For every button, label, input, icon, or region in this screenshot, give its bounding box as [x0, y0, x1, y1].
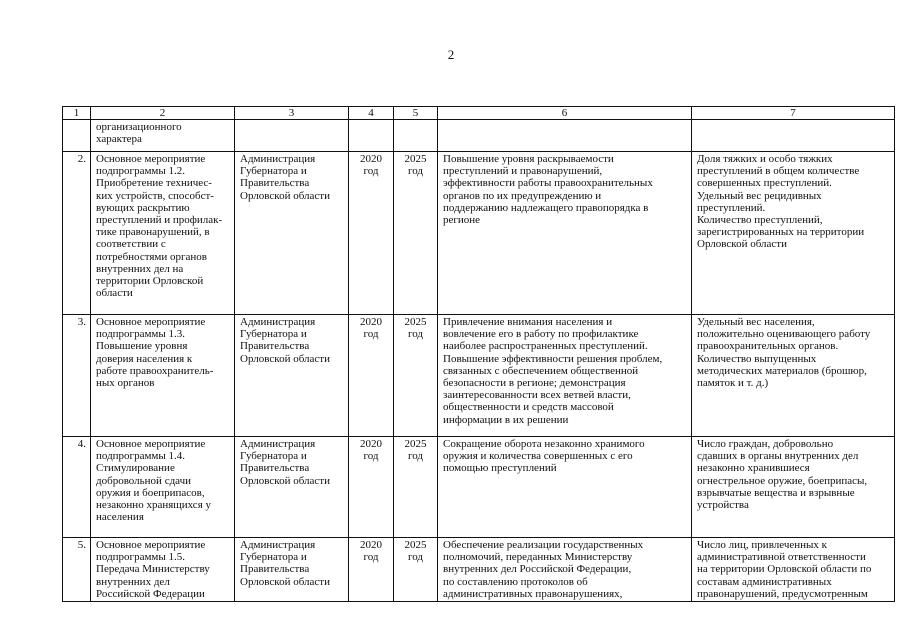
cell-text-line: составам административных [697, 575, 832, 588]
cell-text-line: год [407, 450, 424, 463]
cell-text-line: год [407, 165, 424, 178]
cell-text-line: эффективности работы правоохранительных [443, 177, 653, 190]
cell-text-line: вовлечение его в работу по профилактике [443, 328, 639, 341]
cell-text-line: 2020 [360, 539, 382, 551]
cell-text-line: Повышение эффективности решения проблем, [443, 352, 663, 365]
expected-result-cell [438, 538, 692, 602]
cell-text-line: незаконно хранящихся у [96, 499, 212, 512]
cell-text-line: подпрограммы 1.3. [96, 328, 186, 341]
column-number: 5 [394, 107, 438, 120]
cell-text-line: 2025 [404, 438, 427, 450]
cell-text-line: Удельный вес рецидивных [697, 189, 822, 202]
cell-text-line: ных органов [96, 377, 155, 390]
measure-cell [91, 538, 235, 602]
column-number: 3 [235, 107, 349, 120]
cell-text-line: Губернатора и [240, 165, 307, 178]
table-row [63, 437, 895, 538]
cell-text-line: Орловской области [240, 352, 330, 365]
start-year-cell [349, 538, 394, 602]
cell-text-line: Правительства [240, 563, 310, 576]
cell-text-line: Правительства [240, 340, 310, 353]
cell-text-line: Администрация [240, 153, 316, 165]
cell-text-line: оружия и боеприпасов, [96, 486, 205, 499]
cell-text-line: тике правонарушений, в [96, 226, 210, 239]
cell-text-line: полномочий, переданных Министерству [443, 551, 633, 564]
row-number-cell [63, 120, 91, 152]
cell-text-line: методических материалов (брошюр, [697, 364, 867, 377]
cell-text-line: по составлению протоколов об [443, 575, 588, 588]
cell-text-line: огнестрельное оружие, боеприпасы, [697, 474, 868, 487]
expected-result-cell [438, 152, 692, 315]
executor-cell [235, 437, 349, 538]
start-year-cell [349, 315, 394, 437]
cell-text-line: год [363, 328, 379, 341]
cell-text-line: Администрация [240, 539, 316, 551]
cell-text-line: заинтересованности всех ветвей власти, [443, 389, 631, 402]
cell-text-line: 2020 [360, 438, 382, 450]
executor-cell [235, 152, 349, 315]
cell-text-line: вующих раскрытию [96, 201, 190, 214]
cell-text-line: административной ответственности [697, 551, 866, 564]
executor-cell [235, 538, 349, 602]
cell-text-line: внутренних дел [96, 575, 170, 588]
cell-text-line: год [363, 450, 379, 463]
cell-text-line: общественности и средств массовой [443, 401, 614, 414]
cell-text-line: Повышение уровня раскрываемости [443, 153, 614, 165]
cell-text-line: Удельный вес населения, [697, 316, 815, 328]
end-year-cell [394, 437, 438, 538]
measures-table [62, 106, 895, 602]
cell-text-line: незаконно хранившиеся [697, 462, 810, 475]
cell-text-line: Основное мероприятие [96, 316, 206, 328]
end-year-cell [394, 315, 438, 437]
expected-result-cell [438, 120, 692, 152]
cell-text-line: Губернатора и [240, 328, 307, 341]
cell-text-line: положительно оценивающего работу [697, 328, 871, 341]
cell-text-line: подпрограммы 1.2. [96, 165, 186, 178]
cell-text-line: Сокращение оборота незаконно хранимого [443, 438, 645, 450]
cell-text-line: подпрограммы 1.5. [96, 551, 186, 564]
cell-text-line: правонарушений, предусмотренным [697, 587, 868, 600]
table-row [63, 538, 895, 602]
cell-text-line: Число граждан, добровольно [697, 438, 834, 450]
cell-text-line: ких устройств, способст- [96, 189, 214, 202]
cell-text-line: территории Орловской [96, 275, 204, 288]
table-row [63, 120, 895, 152]
cell-text-line: Стимулирование [96, 462, 175, 475]
cell-text-line: области [96, 287, 133, 300]
cell-text-line: Орловской области [240, 575, 330, 588]
indicator-cell [692, 120, 895, 152]
cell-text-line: информации в их решении [443, 413, 569, 426]
cell-text-line: оружия и количества совершенных с его [443, 450, 633, 463]
cell-text-line: внутренних дел на [96, 262, 184, 275]
cell-text-line: Администрация [240, 438, 316, 450]
cell-text-line: взрывчатые вещества и взрывные [697, 486, 855, 499]
row-number-cell: 4. [63, 437, 91, 538]
measure-cell [91, 152, 235, 315]
cell-text-line: год [407, 551, 424, 564]
measure-cell [91, 437, 235, 538]
cell-text-line: 2020 [360, 316, 382, 328]
cell-text-line: год [363, 551, 379, 564]
cell-text-line: Основное мероприятие [96, 153, 206, 165]
column-number: 4 [349, 107, 394, 120]
start-year-cell [349, 120, 394, 152]
cell-text-line: Передача Министерству [96, 563, 210, 576]
row-number-cell: 5. [63, 538, 91, 602]
cell-text-line: Орловской области [240, 189, 330, 202]
executor-cell [235, 120, 349, 152]
cell-text-line: Основное мероприятие [96, 539, 206, 551]
cell-text-line: Губернатора и [240, 450, 307, 463]
start-year-cell [349, 152, 394, 315]
start-year-cell [349, 437, 394, 538]
column-number-row [63, 107, 895, 120]
cell-text-line: Администрация [240, 316, 316, 328]
indicator-cell [692, 315, 895, 437]
cell-text-line: преступлений и правонарушений, [443, 165, 603, 178]
row-number-cell: 2. [63, 152, 91, 315]
cell-text-line: административных правонарушениях, [443, 587, 623, 600]
cell-text-line: Правительства [240, 177, 310, 190]
cell-text-line: наиболее распространенных преступлений. [443, 340, 648, 353]
cell-text-line: органов по их предупреждению и [443, 189, 602, 202]
column-number: 1 [63, 107, 91, 120]
executor-cell [235, 315, 349, 437]
indicator-cell [692, 152, 895, 315]
cell-text-line: 2025 [404, 539, 427, 551]
end-year-cell [394, 152, 438, 315]
cell-text-line: соответствии с [96, 238, 166, 251]
table-row [63, 152, 895, 315]
cell-text-line: Повышение уровня [96, 340, 188, 353]
table-row [63, 315, 895, 437]
cell-text-line: Количество выпущенных [697, 352, 817, 365]
cell-text-line: Число лиц, привлеченных к [697, 539, 828, 551]
cell-text-line: зарегистрированных на территории [697, 226, 865, 239]
cell-text-line: Основное мероприятие [96, 438, 206, 450]
cell-text-line: организационного [96, 121, 182, 133]
cell-text-line: преступлений в общем количестве [697, 165, 860, 178]
indicator-cell [692, 437, 895, 538]
column-number: 6 [438, 107, 692, 120]
cell-text-line: характера [96, 133, 142, 146]
cell-text-line: Губернатора и [240, 551, 307, 564]
cell-text-line: памяток и т. д.) [697, 377, 769, 390]
cell-text-line: 2025 [404, 316, 427, 328]
cell-text-line: поддержанию надлежащего правопорядка в [443, 201, 649, 214]
indicator-cell [692, 538, 895, 602]
cell-text-line: Орловской области [697, 238, 787, 251]
cell-text-line: работе правоохранитель- [96, 364, 214, 377]
cell-text-line: преступлений и профилак- [96, 214, 223, 227]
cell-text-line: устройства [697, 499, 749, 512]
page-number: 2 [447, 47, 455, 62]
cell-text-line: сдавших в органы внутренних дел [697, 450, 859, 463]
cell-text-line: Привлечение внимания населения и [443, 316, 613, 328]
cell-text-line: 2020 [360, 153, 382, 165]
cell-text-line: доверия населения к [96, 352, 193, 365]
measure-cell [91, 315, 235, 437]
cell-text-line: Правительства [240, 462, 310, 475]
cell-text-line: потребностями органов [96, 250, 207, 263]
measure-cell [91, 120, 235, 152]
cell-text-line: населения [96, 511, 144, 524]
column-number: 2 [91, 107, 235, 120]
cell-text-line: Приобретение техничес- [96, 177, 212, 190]
cell-text-line: преступлений. [697, 201, 766, 214]
cell-text-line: на территории Орловской области по [697, 563, 872, 576]
row-number-cell: 3. [63, 315, 91, 437]
cell-text-line: правоохранительных органов. [697, 340, 839, 353]
cell-text-line: год [363, 165, 379, 178]
cell-text-line: регионе [443, 214, 481, 227]
cell-text-line: подпрограммы 1.4. [96, 450, 186, 463]
cell-text-line: 2025 [404, 153, 427, 165]
cell-text-line: Обеспечение реализации государственных [443, 539, 644, 551]
cell-text-line: Количество преступлений, [697, 214, 823, 227]
cell-text-line: помощью преступлений [443, 462, 557, 475]
cell-text-line: Российской Федерации [96, 587, 205, 600]
cell-text-line: Орловской области [240, 474, 330, 487]
cell-text-line: совершенных преступлений. [697, 177, 832, 190]
expected-result-cell [438, 437, 692, 538]
end-year-cell [394, 120, 438, 152]
end-year-cell [394, 538, 438, 602]
column-number: 7 [692, 107, 895, 120]
cell-text-line: год [407, 328, 424, 341]
cell-text-line: безопасности в регионе; демонстрация [443, 377, 626, 390]
expected-result-cell [438, 315, 692, 437]
cell-text-line: связанных с обеспечением общественной [443, 364, 639, 377]
cell-text-line: Доля тяжких и особо тяжких [697, 153, 833, 165]
cell-text-line: внутренних дел Российской Федерации, [443, 563, 632, 576]
cell-text-line: добровольной сдачи [96, 474, 192, 487]
